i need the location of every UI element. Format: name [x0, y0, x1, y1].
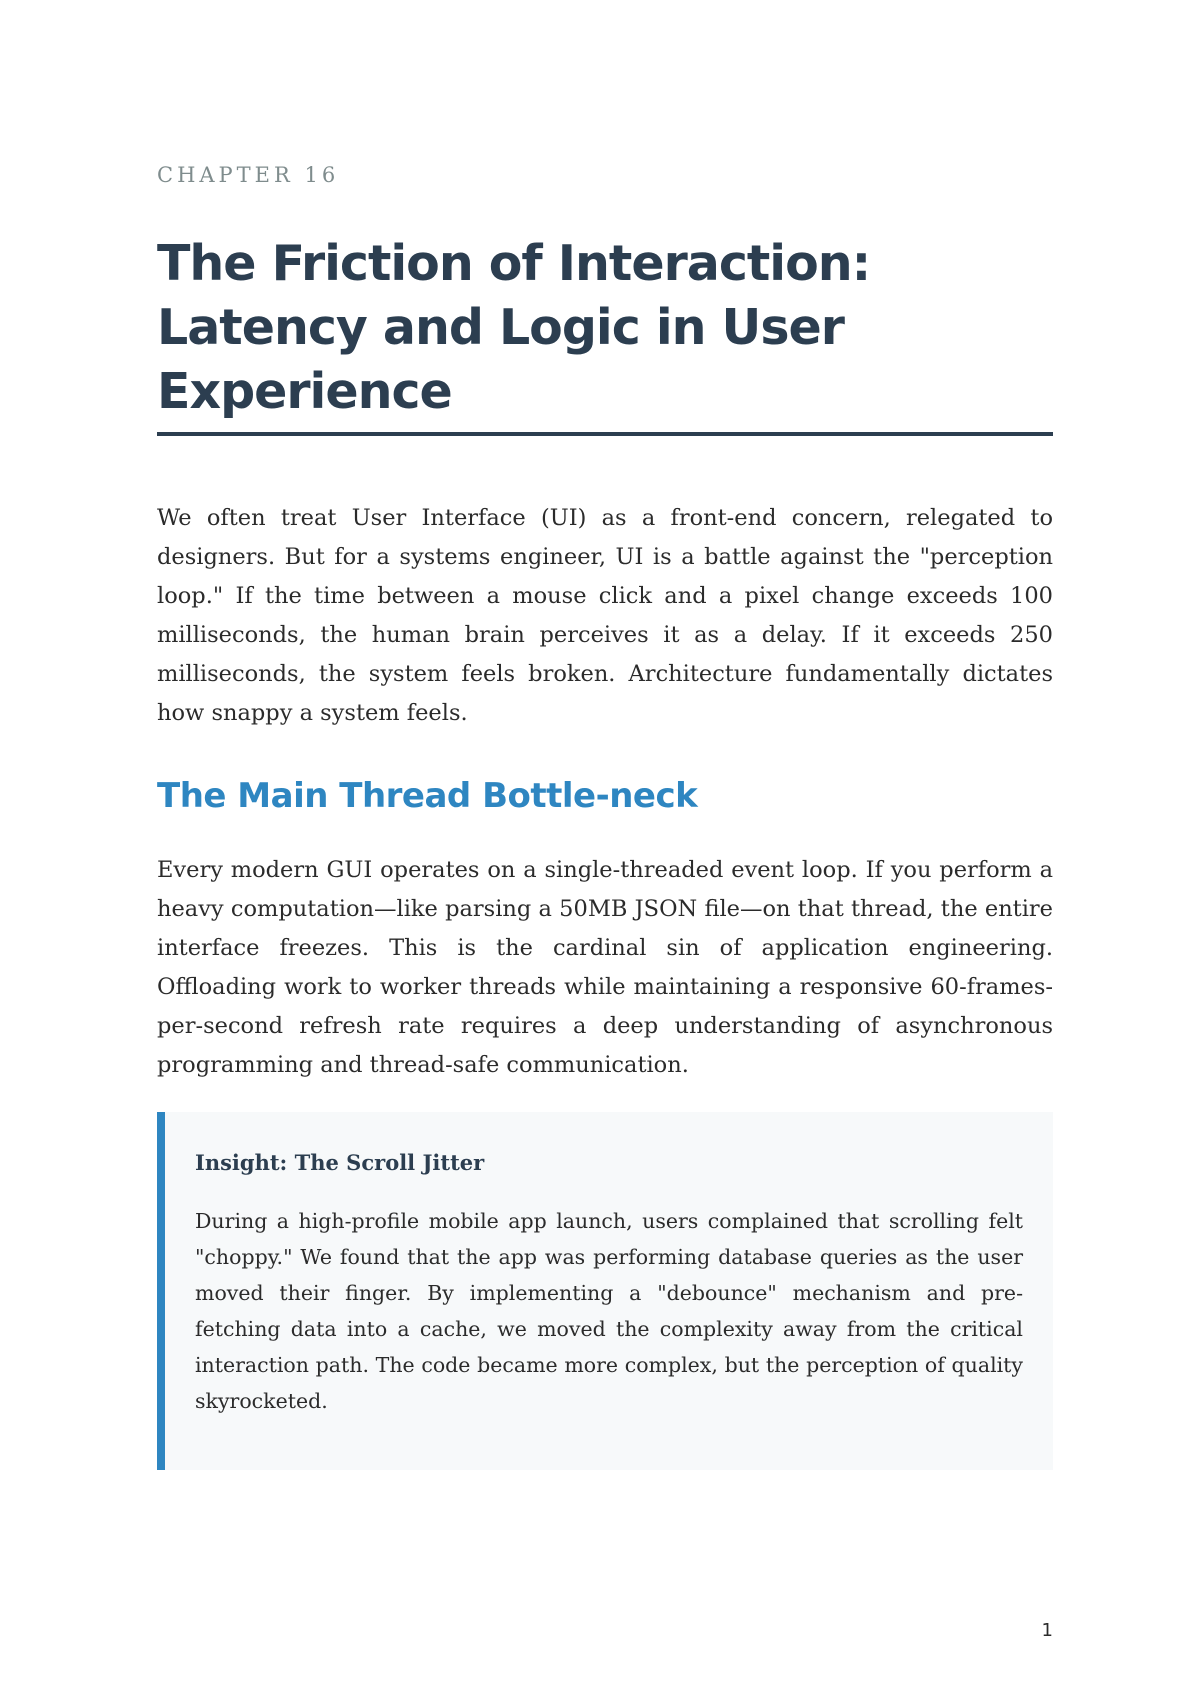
chapter-label: CHAPTER 16 — [157, 163, 340, 187]
insight-callout — [157, 1112, 1053, 1470]
chapter-title: The Friction of Interaction: Latency and Logic in User Experience — [157, 235, 871, 420]
insight-text: During a high-profile mobile app launch, users complained that scrolling felt "choppy." We found that the app was performing database queries as the user moved their finger. By implementing a "debounce" mechanism and pre-fetching data into a cache, we moved the complexity away from the critical interaction path. The code became more complex, but the perception of quality skyrocketed. — [195, 1209, 1023, 1413]
page-number: 1 — [1041, 1620, 1053, 1641]
section-heading: The Main Thread Bottle-neck — [157, 776, 698, 816]
title-divider — [157, 432, 1053, 436]
intro-paragraph: We often treat User Interface (UI) as a front-end concern, relegated to designers. But for a systems engineer, UI is a battle against the "perception loop." If the time between a mouse click and a pixel change exceeds 100 milliseconds, the human brain perceives it as a delay. If it exceeds 250 milliseconds, the system feels broken. Architecture fundamentally dictates how snappy a system feels. — [157, 505, 1053, 726]
section-paragraph: Every modern GUI operates on a single-threaded event loop. If you perform a heavy computation—like parsing a 50MB JSON file—on that thread, the entire interface freezes. This is the cardinal sin of application engineering. Offloading work to worker threads while maintaining a responsive 60-frames-per-second refresh rate requires a deep understanding of asynchronous programming and thread-safe communication. — [157, 857, 1053, 1078]
insight-title: Insight: The Scroll Jitter — [195, 1150, 485, 1175]
